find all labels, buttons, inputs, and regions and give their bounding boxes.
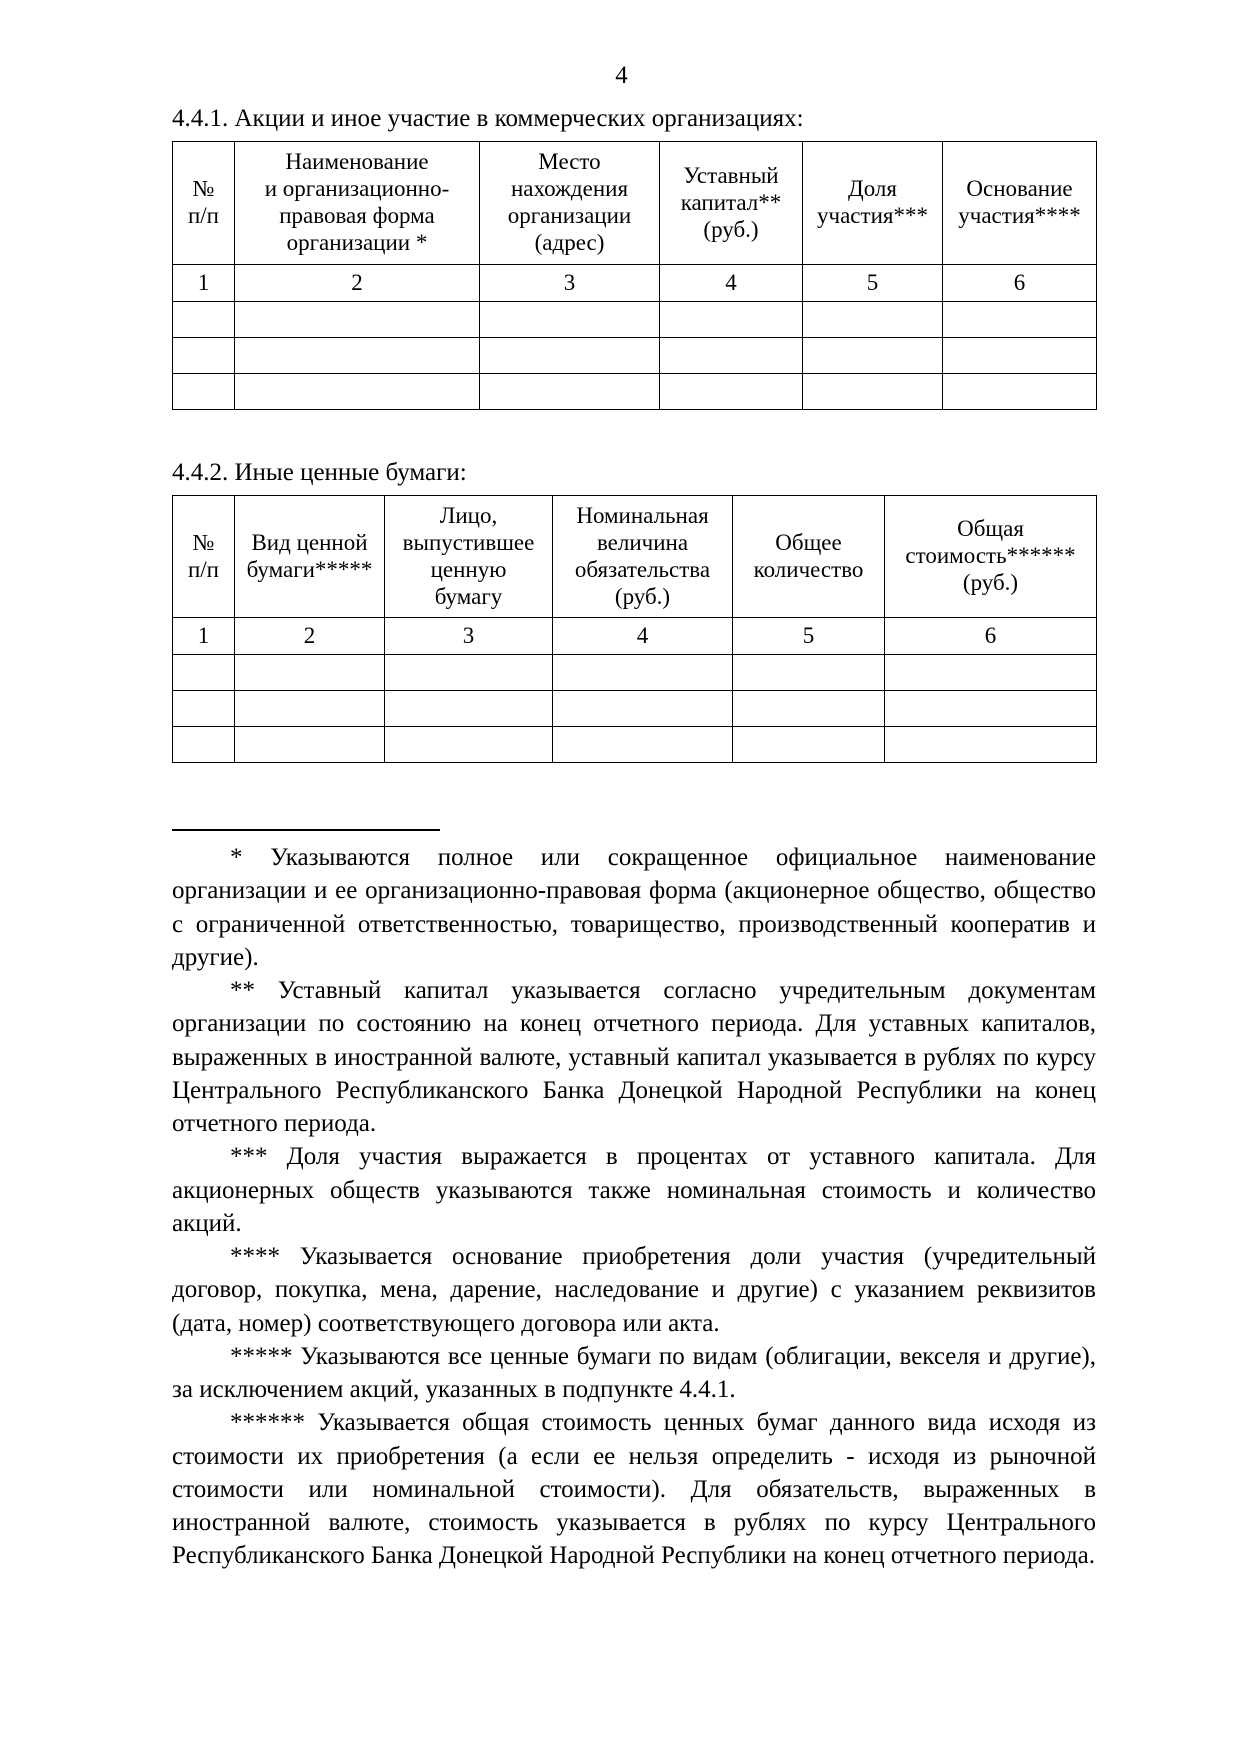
input-cell[interactable] bbox=[385, 727, 553, 763]
input-cell[interactable] bbox=[553, 691, 733, 727]
table-row[interactable] bbox=[173, 727, 1097, 763]
column-header-number: № п/п bbox=[173, 142, 235, 265]
input-cell[interactable] bbox=[803, 337, 943, 373]
numbering-cell-4: 4 bbox=[660, 264, 803, 301]
input-cell[interactable] bbox=[480, 373, 660, 409]
footnote-1: * Указываются полное или сокращенное официальное наименование организации и ее организационно-правовая форма (акционерное общество, общество с ограниченной ответственностью, товарищество, производственный кооператив и другие). bbox=[172, 844, 1096, 971]
input-cell[interactable] bbox=[235, 373, 480, 409]
table-row[interactable] bbox=[173, 655, 1097, 691]
input-cell[interactable] bbox=[553, 655, 733, 691]
input-cell[interactable] bbox=[885, 655, 1097, 691]
numbering-cell-4: 4 bbox=[553, 618, 733, 655]
input-cell[interactable] bbox=[660, 373, 803, 409]
input-cell[interactable] bbox=[885, 727, 1097, 763]
input-cell[interactable] bbox=[660, 337, 803, 373]
input-cell[interactable] bbox=[235, 655, 385, 691]
input-cell[interactable] bbox=[173, 691, 235, 727]
column-header-organization-name: Наименование и организационно- правовая форма организации * bbox=[235, 142, 480, 265]
numbering-cell-6: 6 bbox=[885, 618, 1097, 655]
input-cell[interactable] bbox=[803, 373, 943, 409]
input-cell[interactable] bbox=[173, 727, 235, 763]
numbering-cell-6: 6 bbox=[943, 264, 1097, 301]
numbering-cell-2: 2 bbox=[235, 264, 480, 301]
input-cell[interactable] bbox=[733, 691, 885, 727]
footnotes-block bbox=[172, 841, 1096, 1573]
input-cell[interactable] bbox=[235, 727, 385, 763]
numbering-cell-5: 5 bbox=[733, 618, 885, 655]
spacer bbox=[172, 410, 1141, 458]
input-cell[interactable] bbox=[173, 301, 235, 337]
column-header-charter-capital: Уставный капитал** (руб.) bbox=[660, 142, 803, 265]
numbering-cell-2: 2 bbox=[235, 618, 385, 655]
footnote-6: ****** Указывается общая стоимость ценных бумаг данного вида исходя из стоимости их приобретения (а если ее нельзя определить - исходя из рыночной стоимости или номинальной стоимости). Для обязательств, выраженных в иностранной валюте, стоимость указывается в рублях по курсу Центрального Республиканского Банка Донецкой Народной Республики на конец отчетного периода. bbox=[172, 1409, 1096, 1570]
input-cell[interactable] bbox=[943, 337, 1097, 373]
input-cell[interactable] bbox=[943, 373, 1097, 409]
table-numbering-row bbox=[173, 618, 1097, 655]
table-header-row bbox=[173, 142, 1097, 265]
table-numbering-row bbox=[173, 264, 1097, 301]
column-header-issuer: Лицо, выпустившее ценную бумагу bbox=[385, 495, 553, 618]
input-cell[interactable] bbox=[553, 727, 733, 763]
table-row[interactable] bbox=[173, 301, 1097, 337]
column-header-total-cost: Общая стоимость****** (руб.) bbox=[885, 495, 1097, 618]
footnote-4: **** Указывается основание приобретения доли участия (учредительный договор, покупка, мена, дарение, наследование и другие) с указанием реквизитов (дата, номер) соответствующего договора или акта. bbox=[172, 1243, 1096, 1337]
input-cell[interactable] bbox=[385, 655, 553, 691]
shares-participation-table bbox=[172, 141, 1097, 410]
numbering-cell-3: 3 bbox=[385, 618, 553, 655]
input-cell[interactable] bbox=[480, 301, 660, 337]
column-header-nominal-value: Номинальная величина обязательства (руб.) bbox=[553, 495, 733, 618]
column-header-security-type: Вид ценной бумаги***** bbox=[235, 495, 385, 618]
table-row[interactable] bbox=[173, 373, 1097, 409]
section-title-442: 4.4.2. Иные ценные бумаги: bbox=[172, 458, 467, 486]
input-cell[interactable] bbox=[943, 301, 1097, 337]
numbering-cell-5: 5 bbox=[803, 264, 943, 301]
table-header-row bbox=[173, 495, 1097, 618]
table-row[interactable] bbox=[173, 691, 1097, 727]
input-cell[interactable] bbox=[385, 691, 553, 727]
spacer bbox=[172, 763, 1141, 829]
footnote-3: *** Доля участия выражается в процентах от уставного капитала. Для акционерных обществ указываются также номинальная стоимость и количество акций. bbox=[172, 1143, 1096, 1237]
input-cell[interactable] bbox=[173, 655, 235, 691]
column-header-participation-share: Доля участия*** bbox=[803, 142, 943, 265]
input-cell[interactable] bbox=[235, 337, 480, 373]
input-cell[interactable] bbox=[235, 691, 385, 727]
footnote-2: ** Уставный капитал указывается согласно учредительным документам организации по состоянию на конец отчетного периода. Для уставных капиталов, выраженных в иностранной валюте, уставный капитал указывается в рублях по курсу Центрального Республиканского Банка Донецкой Народной Республики на конец отчетного периода. bbox=[172, 977, 1096, 1137]
section-title-441: 4.4.1. Акции и иное участие в коммерческих организациях: bbox=[172, 105, 804, 132]
numbering-cell-1: 1 bbox=[173, 264, 235, 301]
input-cell[interactable] bbox=[733, 727, 885, 763]
table-row[interactable] bbox=[173, 337, 1097, 373]
input-cell[interactable] bbox=[173, 373, 235, 409]
column-header-number: № п/п bbox=[173, 495, 235, 618]
input-cell[interactable] bbox=[235, 301, 480, 337]
input-cell[interactable] bbox=[173, 337, 235, 373]
other-securities-table bbox=[172, 495, 1097, 764]
numbering-cell-1: 1 bbox=[173, 618, 235, 655]
numbering-cell-3: 3 bbox=[480, 264, 660, 301]
page-number: 4 bbox=[615, 62, 628, 89]
input-cell[interactable] bbox=[803, 301, 943, 337]
input-cell[interactable] bbox=[885, 691, 1097, 727]
input-cell[interactable] bbox=[733, 655, 885, 691]
footnote-separator bbox=[172, 829, 440, 831]
input-cell[interactable] bbox=[480, 337, 660, 373]
column-header-participation-basis: Основание участия**** bbox=[943, 142, 1097, 265]
input-cell[interactable] bbox=[660, 301, 803, 337]
column-header-total-quantity: Общее количество bbox=[733, 495, 885, 618]
column-header-organization-address: Место нахождения организации (адрес) bbox=[480, 142, 660, 265]
footnote-5: ***** Указываются все ценные бумаги по видам (облигации, векселя и другие), за исключением акций, указанных в подпункте 4.4.1. bbox=[172, 1342, 1096, 1403]
